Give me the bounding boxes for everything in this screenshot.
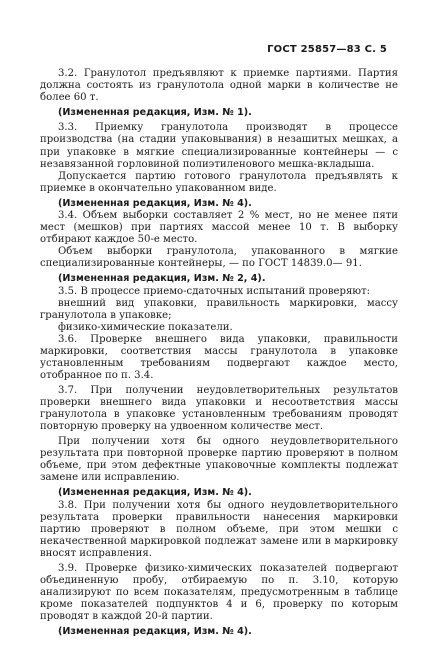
paragraph: При получении хотя бы одного неудовлетворительного результата при повторной проверке партию проверяют в полном объеме, при этом дефектные упаковочные комплекты подлежат замене или исправлению. [40, 436, 398, 484]
paragraph: Допускается партию готового гранулотола предъявлять к приемке в окончательно упакованном виде. [40, 170, 398, 194]
amendment-note: (Измененная редакция, Изм. № 4). [58, 197, 252, 209]
clause-3-8: 3.8. При получении хотя бы одного неудовлетворительного результата проверки правильности нанесения маркировки партию проверяют в полном объеме, при этом мешки с некачественной маркировкой подлежат замене или в маркировку вносят исправления. [40, 499, 398, 559]
clause-3-6: 3.6. Проверке внешнего вида упаковки, правильности маркировки, соответствия массы гранулотола в упаковке установленным требованиям подвергают каждое место, отобранное по п. 3.4. [40, 333, 398, 381]
clause-3-4: 3.4. Объем выборки составляет 2 % мест, но не менее пяти мест (мешков) при партиях массой менее 10 т. В выборку отбирают каждое 50-е место. [40, 210, 398, 246]
amendment-note: (Измененная редакция, Изм. № 1). [58, 107, 252, 119]
page-header: ГОСТ 25857—83 С. 5 [267, 44, 387, 55]
clause-3-9: 3.9. Проверке физико-химических показателей подвергают объединенную пробу, отбираемую по п. 3.10, которую анализируют по всем показателям, предусмотренным в таблице кроме показателей подпунктов 4 и 6, проверку по которым проводят в каждой 20-й партии. [40, 562, 398, 623]
list-item: внешний вид упаковки, правильность маркировки, массу гранулотола в упаковке; [40, 297, 398, 321]
clause-3-3: 3.3. Приемку гранулотола производят в процессе производства (на стадии упаковывания) в незашитых мешках, а при упаковке в мягкие специализированные контейнеры — с незавязанной горловиной полиэтиленового мешка-вкладыша. [40, 122, 398, 170]
list-item: физико-химические показатели. [58, 321, 233, 333]
amendment-note: (Измененная редакция, Изм. № 4). [58, 626, 252, 638]
document-body [40, 68, 398, 638]
paragraph: Объем выборки гранулотола, упакованного в мягкие специализированные контейнеры, — по ГОСТ 14839.0— 91. [40, 246, 398, 270]
clause-3-5: 3.5. В процессе приемо-сдаточных испытаний проверяют: [58, 285, 371, 297]
amendment-note: (Измененная редакция, Изм. № 4). [58, 487, 252, 499]
amendment-note: (Измененная редакция, Изм. № 2, 4). [58, 273, 266, 285]
clause-3-7: 3.7. При получении неудовлетворительных результатов проверки внешнего вида упаковки и несоответствия массы гранулотола в упаковке установленным требованиям проводят повторную проверку на удвоенном количестве мест. [40, 384, 398, 433]
clause-3-2: 3.2. Гранулотол предъявляют к приемке партиями. Партия должна состоять из гранулотола одной марки в количестве не более 60 т. [40, 68, 398, 104]
